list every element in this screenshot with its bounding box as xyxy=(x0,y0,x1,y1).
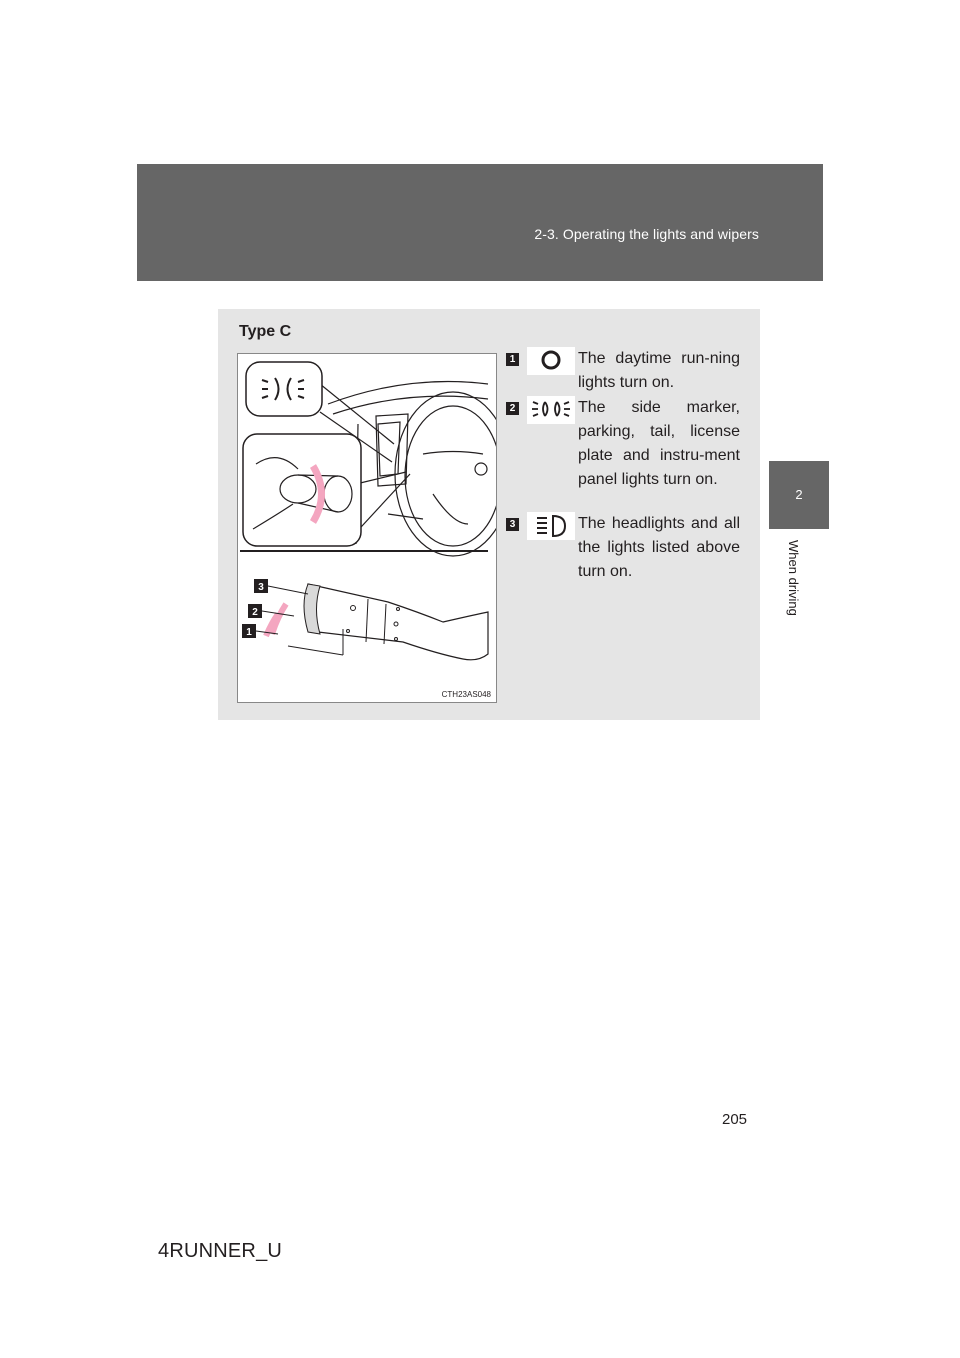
type-c-panel xyxy=(218,309,760,720)
item-badge: 2 xyxy=(506,402,519,415)
light-switch-drawing xyxy=(238,354,496,702)
list-item xyxy=(506,512,740,592)
callout-2: 2 xyxy=(252,607,258,618)
light-switch-illustration xyxy=(237,353,497,703)
list-item xyxy=(506,396,740,516)
item-badge: 1 xyxy=(506,353,519,366)
item-badge: 3 xyxy=(506,518,519,531)
item-text: The side marker, parking, tail, license plate and instru-ment panel lights turn on. xyxy=(578,399,740,488)
panel-title: Type C xyxy=(239,323,292,340)
header-band xyxy=(137,164,823,281)
chapter-label: When driving xyxy=(786,540,801,616)
item-text: The daytime run-ning lights turn on. xyxy=(578,350,740,391)
page-number: 205 xyxy=(722,1111,748,1128)
daytime-running-light-icon xyxy=(527,347,575,375)
item-text: The headlights and all the lights listed above turn on. xyxy=(578,515,740,580)
figure-code: CTH23AS048 xyxy=(441,690,491,699)
chapter-tab xyxy=(769,461,829,529)
callout-3: 3 xyxy=(258,582,264,593)
headlight-icon xyxy=(527,512,575,540)
parking-light-icon xyxy=(527,396,575,424)
chapter-number: 2 xyxy=(795,487,803,502)
footer-model: 4RUNNER_U xyxy=(158,1240,283,1262)
callout-1: 1 xyxy=(246,627,252,638)
section-title: 2-3. Operating the lights and wipers xyxy=(534,226,759,242)
